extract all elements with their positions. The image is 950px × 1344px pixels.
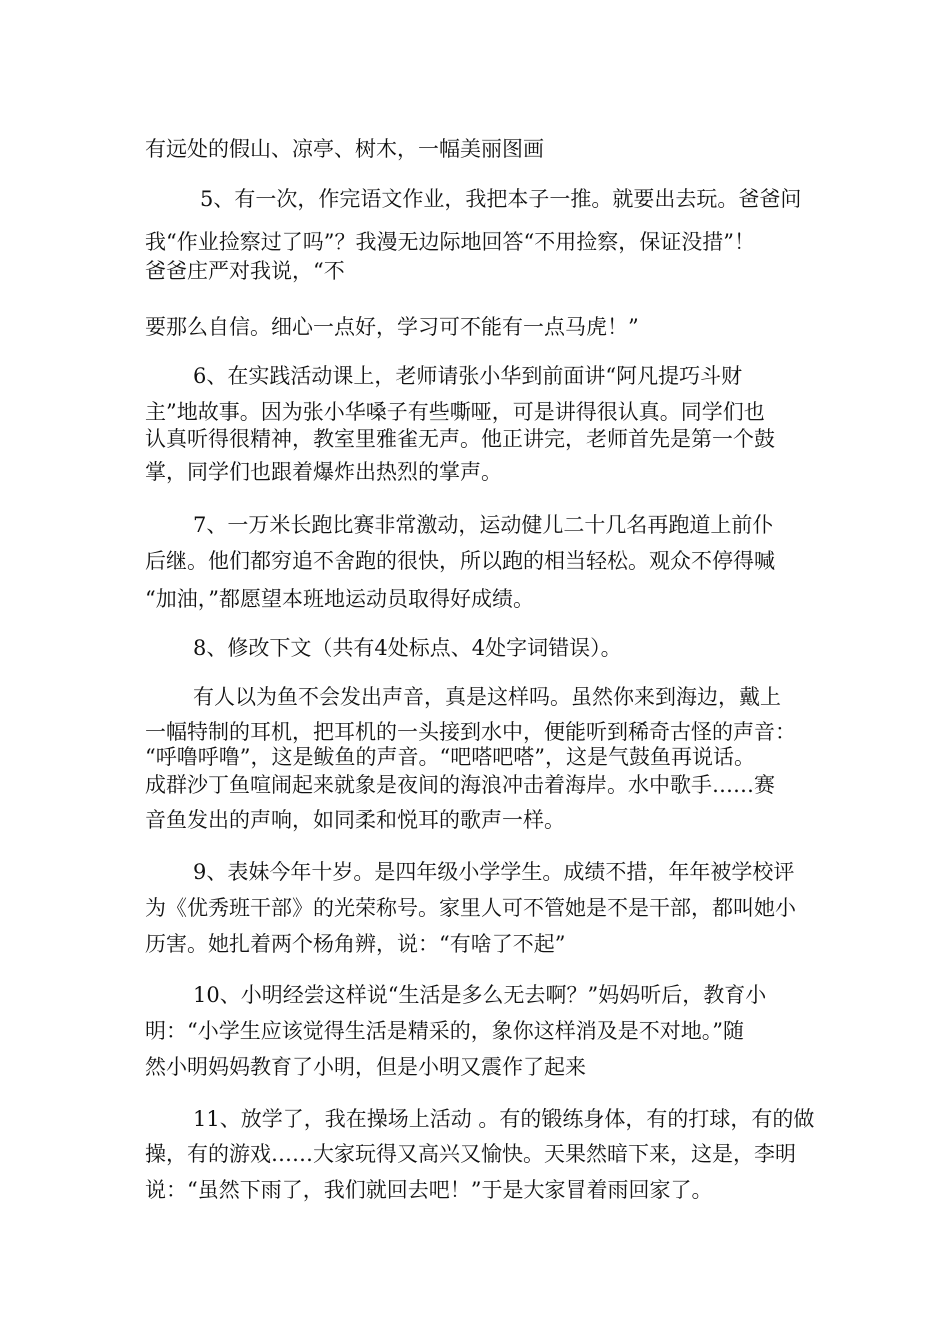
text-line: 为《优秀班干部》的光荣称号。家里人可不管她是不是干部，都叫她小 bbox=[145, 896, 796, 920]
text-line: 明：“小学生应该觉得生活是精采的，象你这样消及是不对地。”随 bbox=[145, 1019, 744, 1043]
text-line: 音鱼发出的声响，如同柔和悦耳的歌声一样。 bbox=[145, 808, 565, 832]
item-8-line: 8、修改下文（共有4处标点、4处字词错误）。 bbox=[193, 636, 622, 660]
text-line: 一幅特制的耳机，把耳机的一头接到水中，便能听到稀奇古怪的声音： bbox=[145, 720, 796, 744]
text-line: 掌，同学们也跟着爆炸出热烈的掌声。 bbox=[145, 460, 502, 484]
text-line: “呼噜呼噜”，这是鲅鱼的声音。“吧嗒吧嗒”，这是气鼓鱼再说话。 bbox=[145, 745, 755, 769]
item-11-line: 11、放学了，我在操场上活动 。有的锻练身体，有的打球，有的做 bbox=[193, 1107, 815, 1131]
text-line: 认真听得很精神，教室里雅雀无声。他正讲完，老师首先是第一个鼓 bbox=[145, 427, 775, 451]
item-5-line: 5、有一次，作完语文作业，我把本子一推。就要出去玩。爸爸问 bbox=[200, 187, 802, 211]
text-line: 爸爸庄严对我说，“不 bbox=[145, 259, 345, 283]
text-line: “加油，”都愿望本班地运动员取得好成绩。 bbox=[145, 587, 534, 611]
text-line: 历害。她扎着两个杨角辨，说：“有啥了不起” bbox=[145, 932, 566, 956]
item-10-line: 10、小明经尝这样说“生活是多么无去啊？”妈妈听后，教育小 bbox=[193, 983, 767, 1007]
item-7-line: 7、一万米长跑比赛非常激动，运动健儿二十几名再跑道上前仆 bbox=[193, 513, 774, 537]
text-line: 主”地故事。因为张小华嗓子有些嘶哑，可是讲得很认真。同学们也 bbox=[145, 400, 765, 424]
text-line: 说：“虽然下雨了，我们就回去吧！”于是大家冒着雨回家了。 bbox=[145, 1178, 713, 1202]
item-9-line: 9、表妹今年十岁。是四年级小学学生。成绩不措，年年被学校评 bbox=[193, 860, 795, 884]
text-line: 成群沙丁鱼喧闹起来就象是夜间的海浪冲击着海岸。水中歌手……赛 bbox=[145, 773, 775, 797]
text-line: 有远处的假山、凉亭、树木，一幅美丽图画 bbox=[145, 137, 544, 161]
text-line: 操，有的游戏……大家玩得又高兴又愉快。天果然暗下来，这是，李明 bbox=[145, 1142, 796, 1166]
text-line: 我“作业捡察过了吗”？我漫无边际地回答“不用捡察，保证没措”！ bbox=[145, 230, 755, 254]
text-line: 后继。他们都穷追不舍跑的很快，所以跑的相当轻松。观众不停得喊 bbox=[145, 549, 775, 573]
item-6-line: 6、在实践活动课上，老师请张小华到前面讲“阿凡提巧斗财 bbox=[193, 364, 743, 388]
text-line: 然小明妈妈教育了小明，但是小明又震作了起来 bbox=[145, 1055, 586, 1079]
text-line: 有人以为鱼不会发出声音，真是这样吗。虽然你来到海边，戴上 bbox=[193, 685, 781, 709]
text-line: 要那么自信。细心一点好，学习可不能有一点马虎！” bbox=[145, 315, 639, 339]
